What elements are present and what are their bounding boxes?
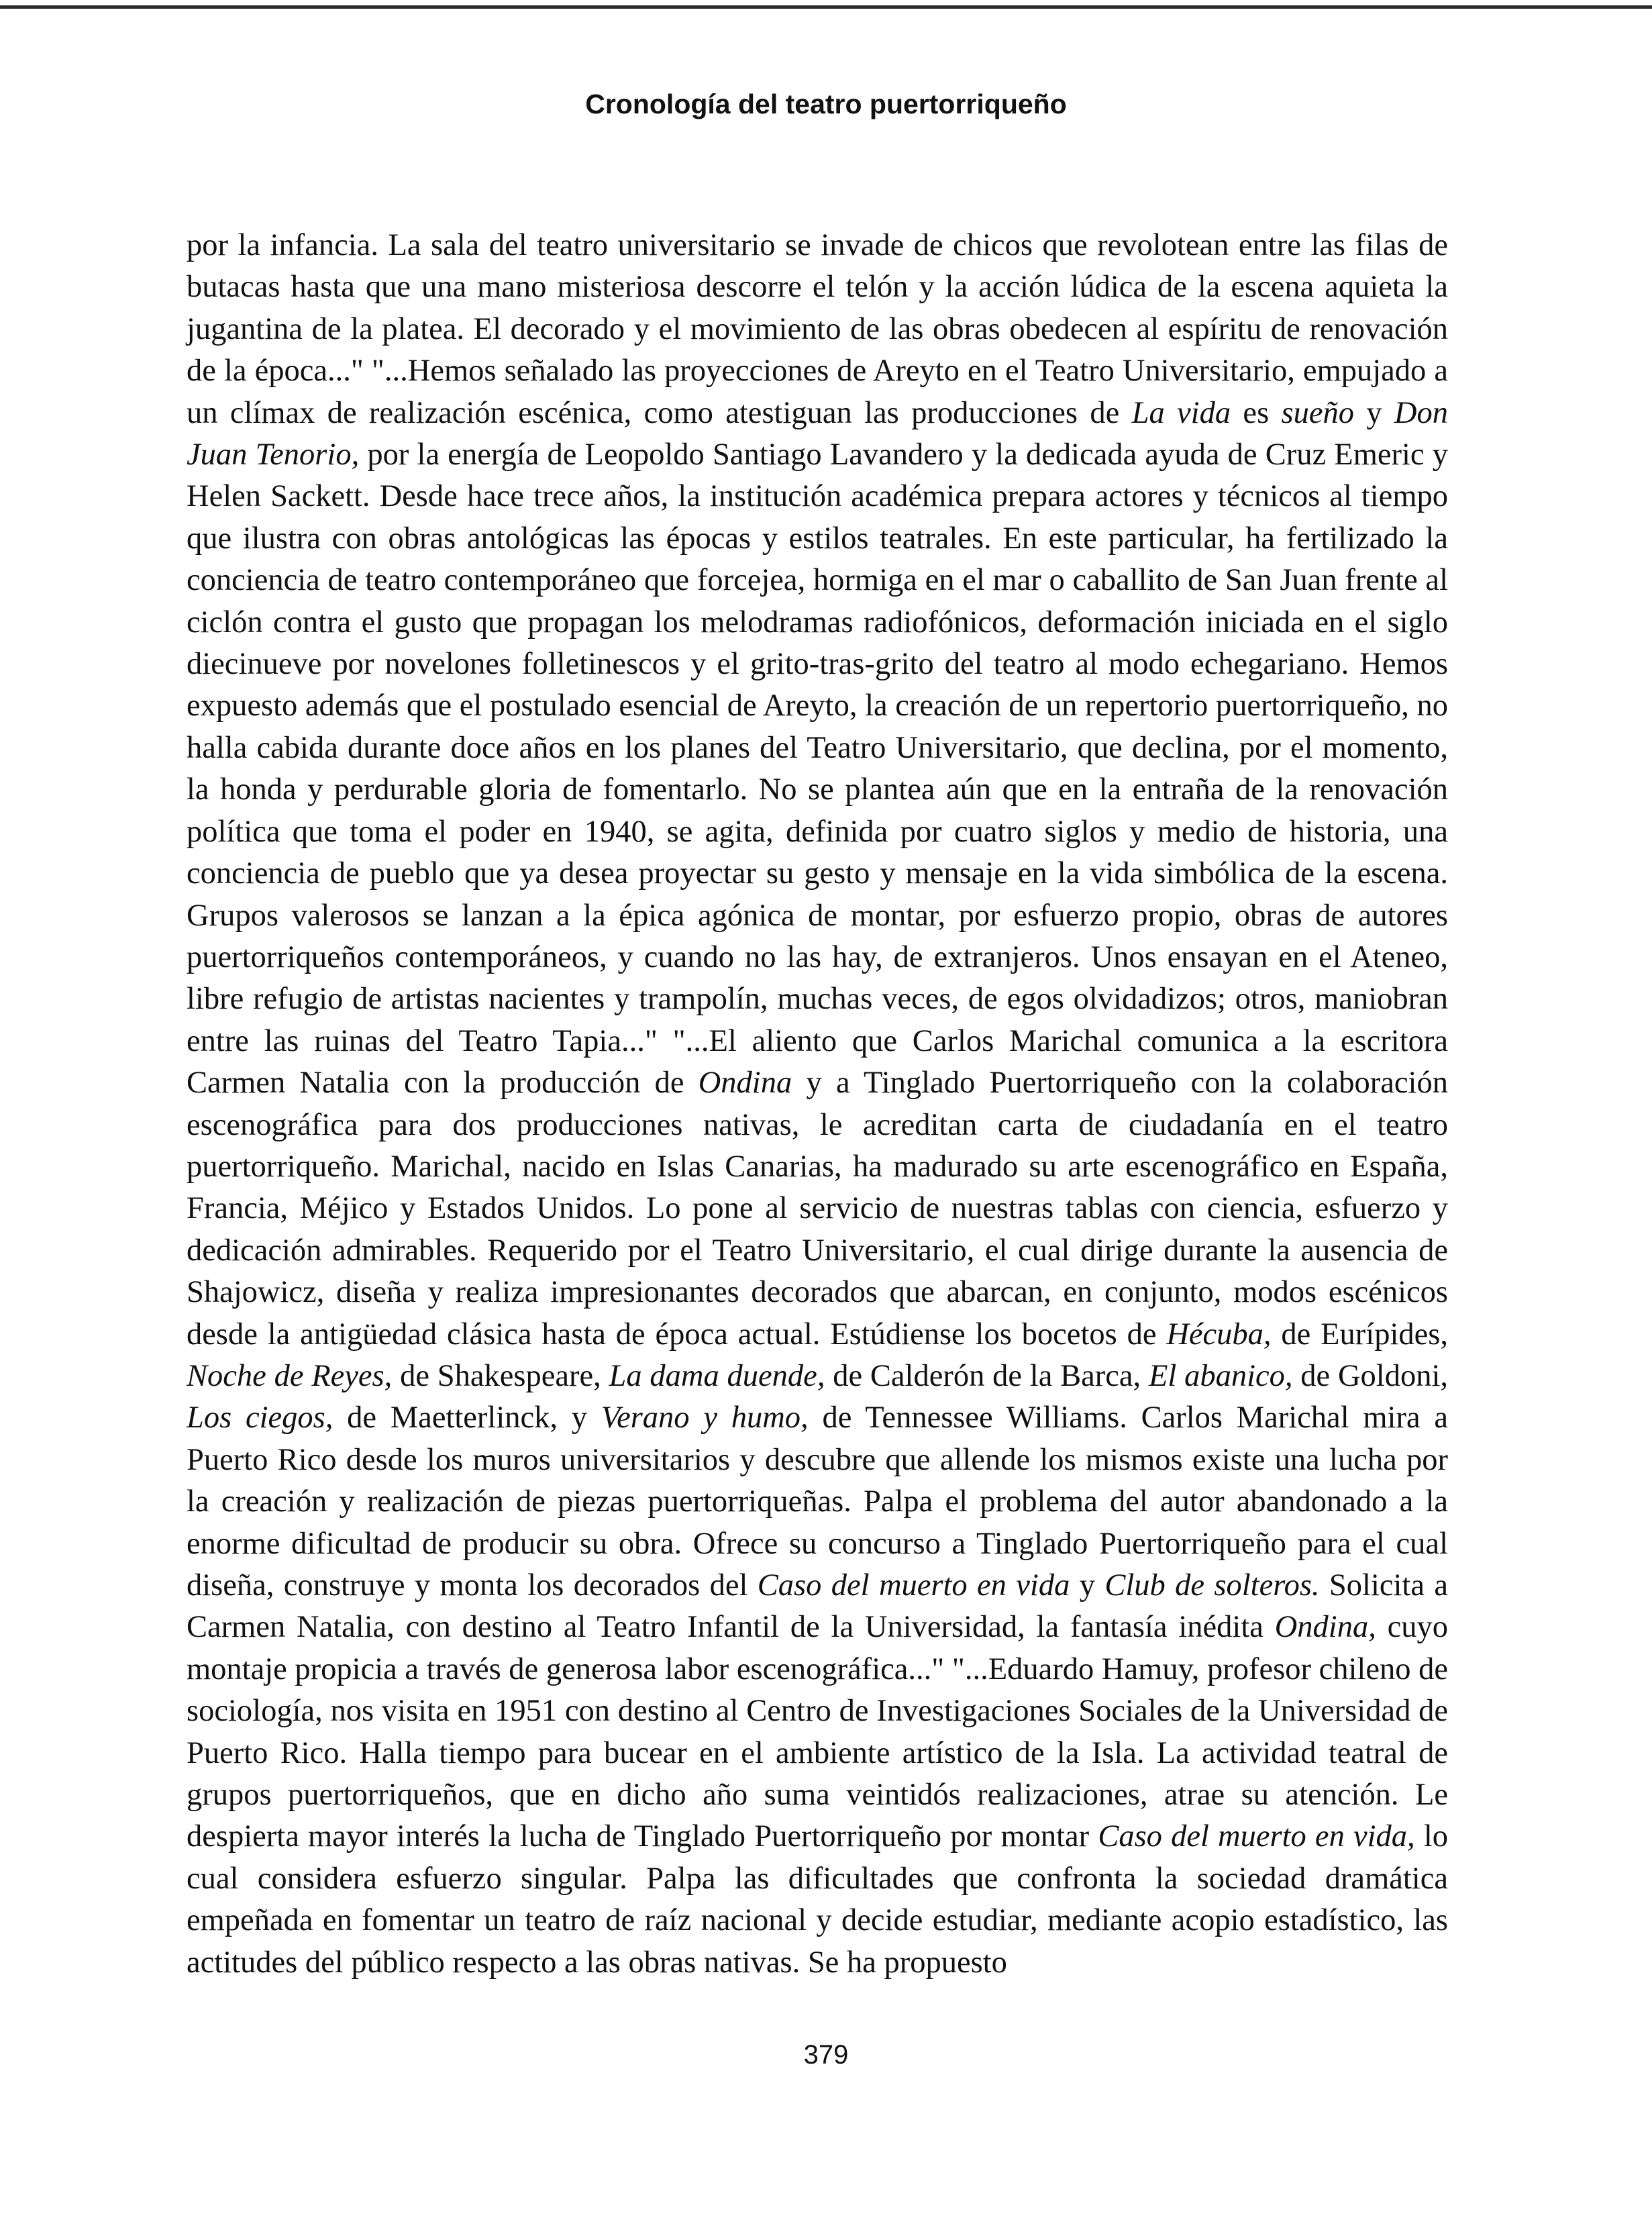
work-title: Ondina, [1274, 1610, 1376, 1645]
work-title: Caso del muerto en vida, [1098, 1819, 1415, 1854]
text-segment: de Goldoni, [1292, 1358, 1449, 1393]
text-segment: y [1354, 395, 1394, 430]
text-segment: lo cual considera esfuerzo singular. Palpa las dificultades que confronta la sociedad dramática empeñada en fomentar un teatro de raíz nacional y decide estudiar, mediante acopio estadístico, las actitudes del público respecto a las obras nativas. Se ha propuesto [187, 1819, 1448, 1980]
text-segment: y a Tinglado Puertorriqueño con la colaboración escenográfica para dos producciones nativas, le acreditan carta de ciudadanía en el teatro puertorriqueño. Marichal, nacido en Islas Canarias, ha madurado su arte escenográfico en España, Francia, Méjico y Estados Unidos. Lo pone al servicio de nuestras tablas con ciencia, esfuerzo y dedicación admirables. Requerido por el Teatro Universitario, el cual dirige durante la ausencia de Shajowicz, diseña y realiza impresionantes decorados que abarcan, en conjunto, modos escénicos desde la antigüedad clásica hasta de época actual. Estúdiense los bocetos de [187, 1066, 1448, 1352]
work-title: Los ciegos, [187, 1401, 333, 1435]
text-segment: Solicita a Carmen Natalia, con destino al Teatro Infantil de la Universidad, la fantasía inédita [187, 1568, 1448, 1645]
text-segment: por la infancia. La sala del teatro universitario se invade de chicos que revolotean entre las filas de butacas hasta que una mano misteriosa descorre el telón y la acción lúdica de la escena aquieta la jugantina de la platea. El decorado y el movimiento de las obras obedecen al espíritu de renovación de la época..." "...Hemos señalado las proyecciones de Areyto en el Teatro Universitario, empujado a un clímax de realización escénica, como atestiguan las producciones de [187, 228, 1448, 430]
work-title: Noche de Reyes, [187, 1358, 393, 1393]
text-segment: de Maetterlinck, y [333, 1401, 601, 1435]
work-title: Don Juan Tenorio, [187, 395, 1449, 472]
text-segment: de Shakespeare, [392, 1358, 609, 1393]
text-segment: por la energía de Leopoldo Santiago Lavandero y la dedicada ayuda de Cruz Emeric y Helen Sackett. Desde hace trece años, la institución académica prepara actores y técnicos al tiempo que ilustra con obras antológicas las épocas y estilos teatrales. En este particular, ha fertilizado la conciencia de teatro contemporáneo que forcejea, hormiga en el mar o caballito de San Juan frente al ciclón contra el gusto que propagan los melodramas radiofónicos, deformación iniciada en el siglo diecinueve por novelones folletinescos y el grito-tras-grito del teatro al modo echegariano. Hemos expuesto además que el postulado esencial de Areyto, la creación de un repertorio puertorriqueño, no halla cabida durante doce años en los planes del Teatro Universitario, que declina, por el momento, la honda y perdurable gloria de fomentarlo. No se plantea aún que en la entraña de la renovación política que toma el poder en 1940, se agita, definida por cuatro siglos y medio de historia, una conciencia de pueblo que ya desea proyectar su gesto y mensaje en la vida simbólica de la escena. Grupos valerosos se lanzan a la épica agónica de montar, por esfuerzo propio, obras de autores puertorriqueños contemporáneos, y cuando no las hay, de extranjeros. Unos ensayan en el Ateneo, libre refugio de artistas nacientes y trampolín, muchas veces, de egos olvidadizos; otros, maniobran entre las ruinas del Teatro Tapia..." "...El aliento que Carlos Marichal comunica a la escritora Carmen Natalia con la producción de [187, 438, 1448, 1101]
text-segment: y [1070, 1568, 1105, 1603]
text-segment: de Eurípides, [1271, 1317, 1448, 1352]
work-title: Verano y humo, [601, 1401, 809, 1435]
text-segment: de Calderón de la Barca, [825, 1358, 1149, 1393]
top-rule [0, 5, 1652, 9]
work-title: Ondina [698, 1066, 792, 1101]
text-segment: cuyo montaje propicia a través de generosa labor escenográfica..." "...Eduardo Hamuy, profesor chileno de sociología, nos visita en 1951 con destino al Centro de Investigaciones Sociales de la Universidad de Puerto Rico. Halla tiempo para bucear en el ambiente artístico de la Isla. La actividad teatral de grupos puertorriqueños, que en dicho año suma veintidós realizaciones, atrae su atención. Le despierta mayor interés la lucha de Tinglado Puertorriqueño por montar [187, 1610, 1449, 1854]
text-segment: es [1231, 395, 1282, 430]
work-title: El abanico, [1148, 1358, 1293, 1393]
work-title: Caso del muerto en vida [757, 1568, 1070, 1603]
work-title: La vida [1131, 395, 1231, 430]
work-title: Club de solteros. [1104, 1568, 1320, 1603]
page-number: 379 [803, 2040, 849, 2070]
text-segment: de Tennessee Williams. Carlos Marichal mira a Puerto Rico desde los muros universitarios y descubre que allende los mismos existe una lucha por la creación y realización de piezas puertorriqueñas. Palpa el problema del autor abandonado a la enorme dificultad de producir su obra. Ofrece su concurso a Tinglado Puertorriqueño para el cual diseña, construye y monta los decorados del [187, 1401, 1449, 1603]
running-header: Cronología del teatro puertorriqueño [585, 89, 1067, 119]
work-title: Hécuba, [1166, 1317, 1272, 1352]
work-title: La dama duende, [609, 1358, 825, 1393]
body-paragraph [187, 225, 1448, 1984]
work-title: sueño [1281, 395, 1354, 430]
